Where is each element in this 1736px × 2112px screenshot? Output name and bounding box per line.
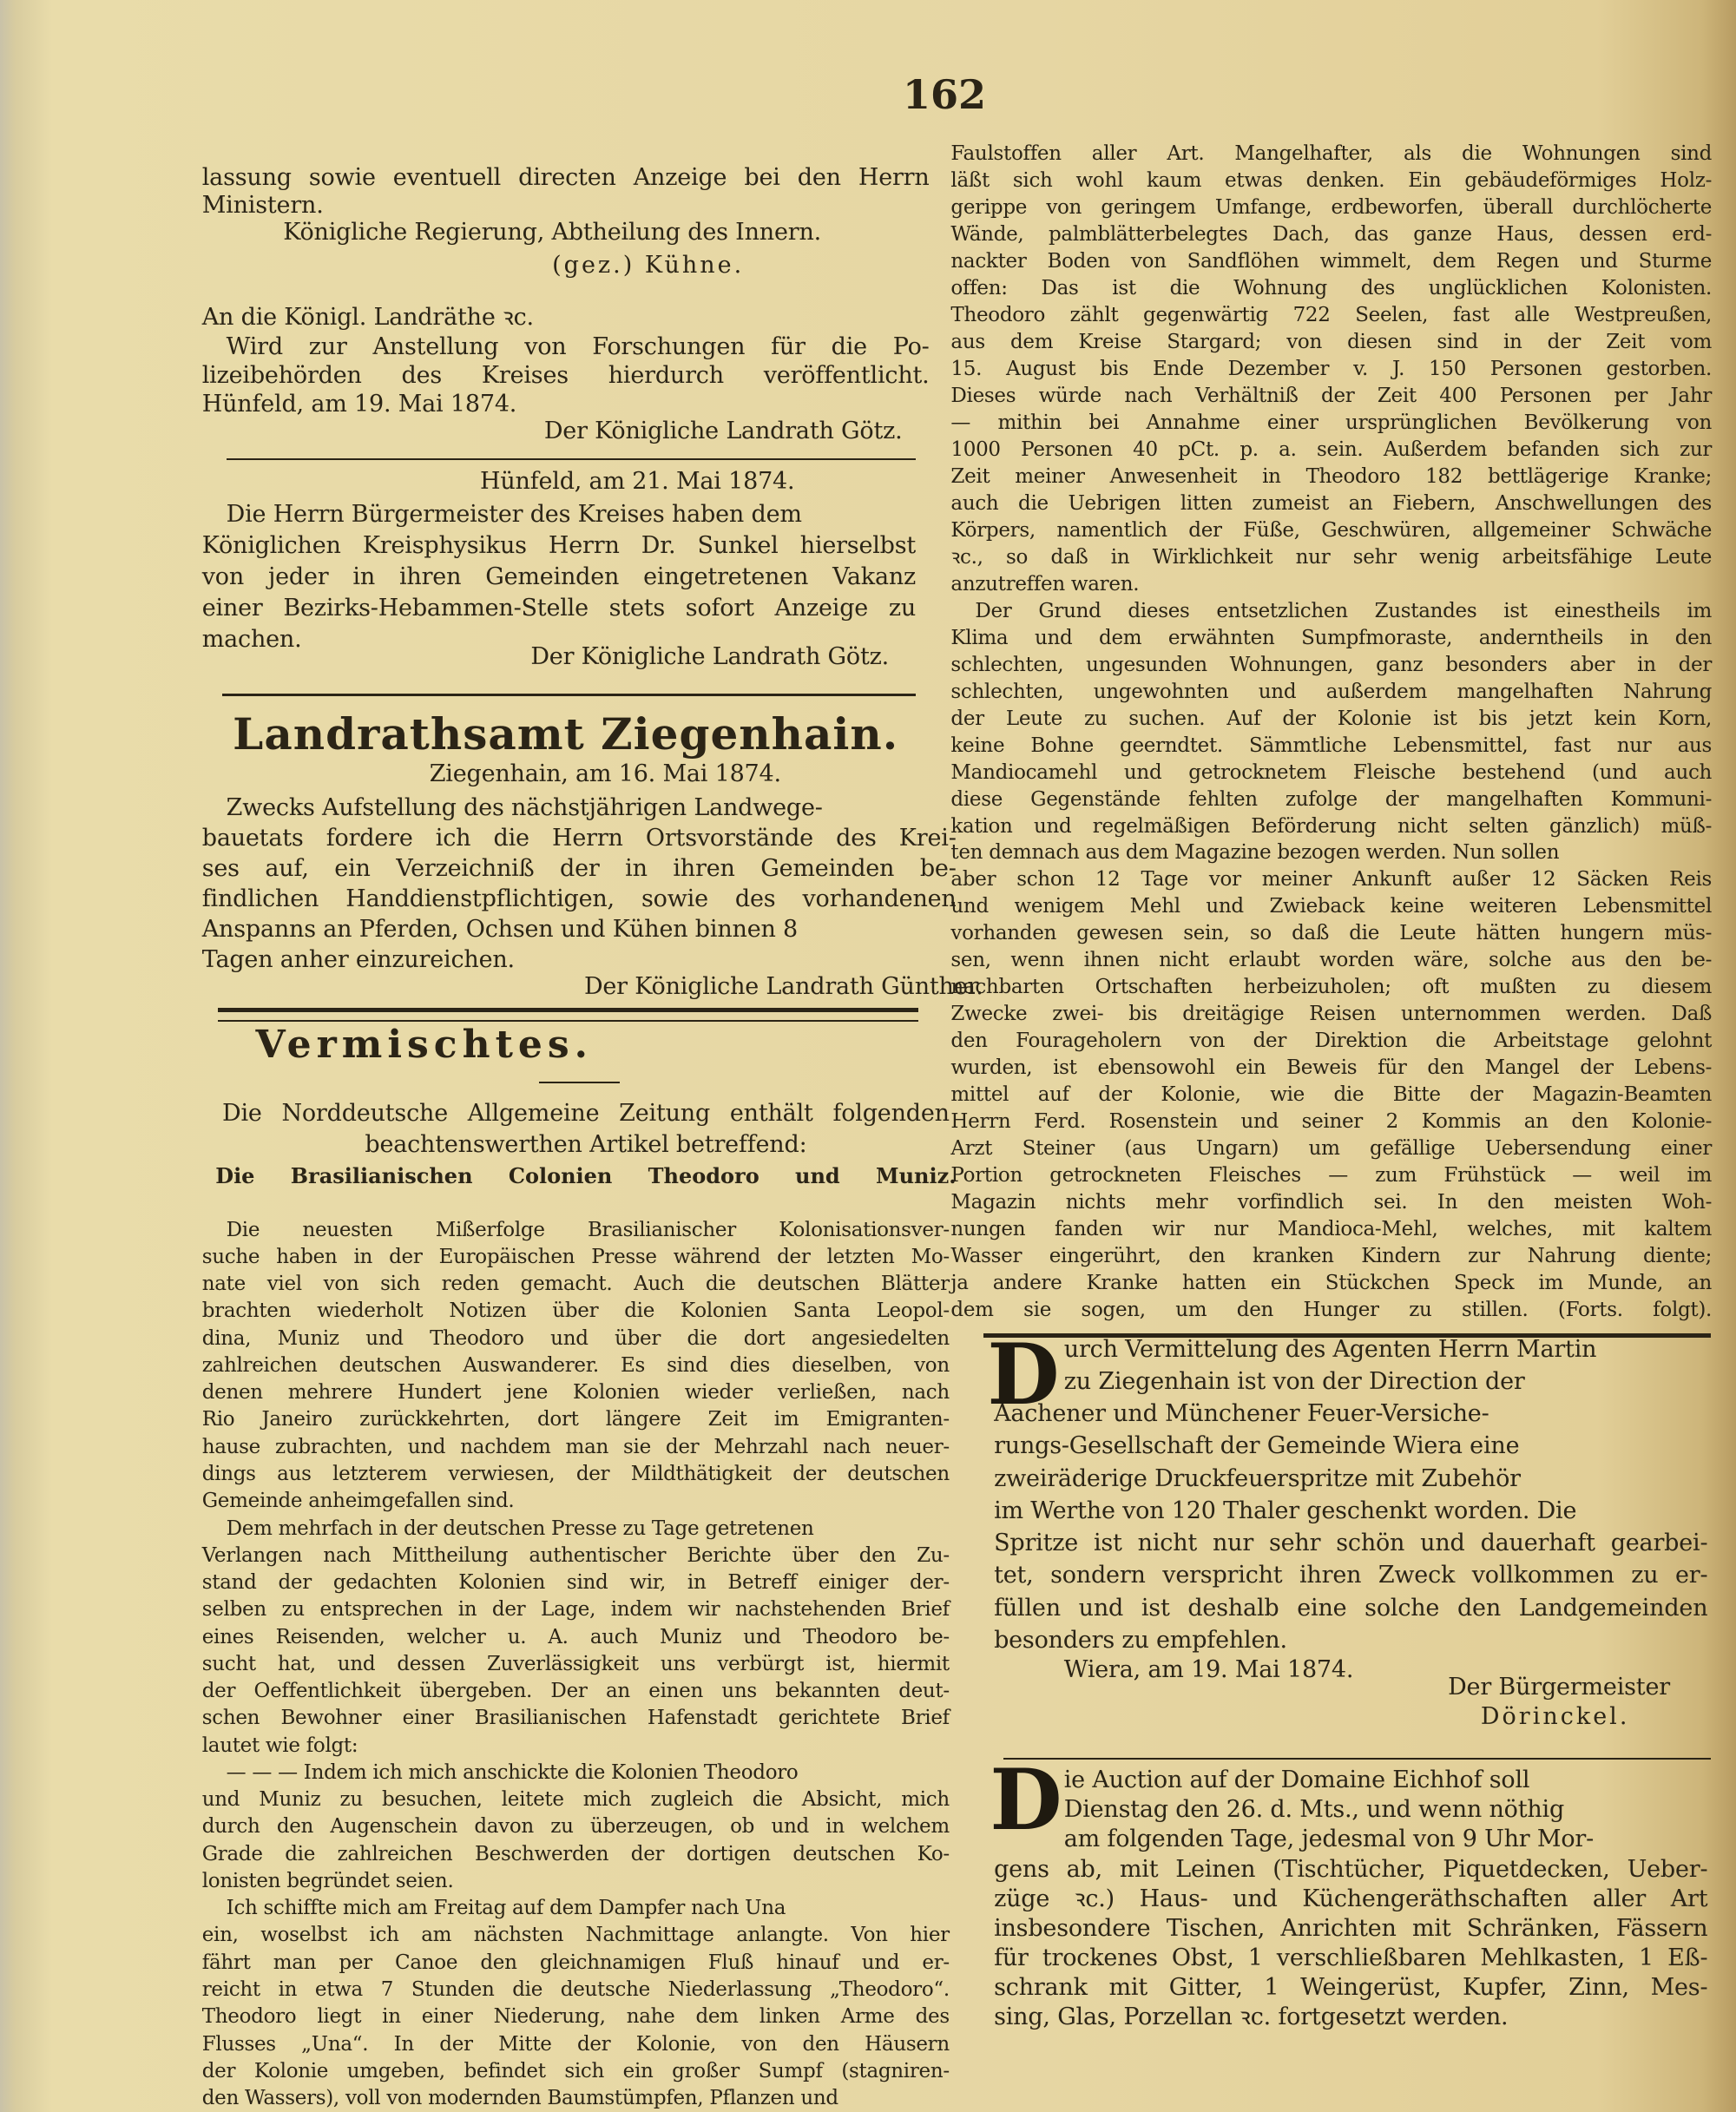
divider-rule	[539, 1082, 620, 1083]
article-line: vorhanden gewesen sein, so daß die Leute hätten hungern müs-	[950, 922, 1713, 945]
article-line: diese Gegenstände fehlten zufolge der mangelhaften Kommuni-	[950, 787, 1713, 811]
ad-line: sing, Glas, Porzellan ꝛc. fortgesetzt werden.	[994, 2003, 1509, 2031]
article-line: der Kolonie umgeben, befindet sich ein großer Sumpf (stagniren-	[201, 2059, 950, 2082]
text-line: findlichen Handdienstpflichtigen, sowie des vorhandenen	[201, 885, 957, 913]
article-line: sen, wenn ihnen nicht erlaubt worden wäre, solche aus den be-	[950, 949, 1713, 972]
article-line: Herrn Ferd. Rosenstein und seiner 2 Kommis an den Kolonie-	[950, 1110, 1713, 1134]
ad-line: gens ab, mit Leinen (Tischtücher, Piquetdecken, Ueber-	[994, 1855, 1708, 1883]
article-line: fährt man per Canoe den gleichnamigen Fluß hinauf und er-	[201, 1951, 950, 1974]
article-line: schlechten, ungewohnten und außerdem mangelhaften Nahrung	[950, 680, 1713, 703]
ad-line: züge ꝛc.) Haus- und Küchengeräthschaften aller Art	[994, 1885, 1708, 1912]
article-line: auch die Uebrigen litten zumeist an Fiebern, Anschwellungen des	[950, 491, 1713, 515]
ad-line: Dienstag den 26. d. Mts., und wenn nöthig	[1063, 1796, 1565, 1824]
text-line: Anspanns an Pferden, Ochsen und Kühen binnen 8	[201, 916, 799, 944]
article-line: Theodoro liegt in einer Niederung, nahe dem linken Arme des	[201, 2005, 950, 2029]
ad-line: schrank mit Gitter, 1 Weingerüst, Kupfer, Zinn, Mes-	[994, 1974, 1708, 2002]
article-line: stand der gedachten Kolonien sind wir, in Betreff einiger der-	[201, 1571, 950, 1595]
article-title: Die Brasilianischen Colonien Theodoro und Muniz.	[215, 1162, 957, 1188]
article-line: schen Bewohner einer Brasilianischen Hafenstadt gerichtete Brief	[201, 1707, 950, 1730]
article-line: Dieses würde nach Verhältniß der Zeit 400 Personen per Jahr	[950, 384, 1713, 407]
section-heading: Landrathsamt Ziegenhain.	[233, 707, 899, 760]
article-line: Flusses „Una“. In der Mitte der Kolonie, von den Häusern	[201, 2032, 950, 2056]
article-line: Der Grund dieses entsetzlichen Zustandes ist einestheils im	[975, 599, 1713, 622]
text-line: Die Herrn Bürgermeister des Kreises haben dem	[226, 500, 802, 528]
signature-line: Der Königliche Landrath Günther.	[583, 973, 983, 1001]
text-line: Wird zur Anstellung von Forschungen für die Po-	[226, 332, 930, 360]
article-line: — — — Indem ich mich anschickte die Kolonien Theodoro	[226, 1760, 799, 1784]
article-line: Wasser eingerührt, den kranken Kindern zur Nahrung diente;	[950, 1245, 1713, 1268]
article-line: Mandiocamehl und getrocknetem Fleische bestehend (und auch	[950, 760, 1713, 784]
signature-name: (gez.) Kühne.	[552, 251, 745, 279]
article-line: den Fourageholern von der Direktion die Arbeitstage gelohnt	[950, 1030, 1713, 1053]
text-line: ses auf, ein Verzeichniß der in ihren Gemeinden be-	[201, 855, 957, 883]
date-line: Hünfeld, am 21. Mai 1874.	[479, 468, 795, 496]
article-line: ꝛc., so daß in Wirklichkeit nur sehr wenig arbeitsfähige Leute	[950, 545, 1713, 569]
article-line: Faulstoffen aller Art. Mangelhafter, als die Wohnungen sind	[950, 141, 1713, 165]
ad-line: Spritze ist nicht nur sehr schön und dauerhaft gearbei-	[994, 1530, 1708, 1557]
ad-line: zu Ziegenhain ist von der Direction der	[1063, 1367, 1525, 1395]
ad-line: im Werthe von 120 Thaler geschenkt worden. Die	[994, 1497, 1577, 1524]
article-line: zahlreichen deutschen Auswanderer. Es sind dies dieselben, von	[201, 1353, 950, 1377]
text-line: Hünfeld, am 19. Mai 1874.	[201, 391, 517, 418]
article-line: nackter Boden von Sandflöhen wimmelt, dem Regen und Sturme	[950, 249, 1713, 273]
article-line: ten demnach aus dem Magazine bezogen werden. Nun sollen	[950, 841, 1560, 865]
article-line: Theodoro zählt gegenwärtig 722 Seelen, fast alle Westpreußen,	[950, 303, 1713, 326]
article-line: Grade die zahlreichen Beschwerden der dortigen deutschen Ko-	[201, 1842, 950, 1865]
article-line: ja andere Kranke hatten ein Stückchen Speck im Munde, an	[950, 1272, 1713, 1295]
date-line: Wiera, am 19. Mai 1874.	[1063, 1655, 1354, 1683]
article-line: gerippe von geringem Umfange, erdbeworfen, überall durchlöcherte	[950, 195, 1713, 219]
text-line: Zwecks Aufstellung des nächstjährigen Landwege-	[226, 793, 823, 821]
ad-line: für trockenes Obst, 1 verschließbaren Mehlkasten, 1 Eß-	[994, 1944, 1708, 1971]
ad-line: besonders zu empfehlen.	[994, 1626, 1287, 1654]
date-line: Ziegenhain, am 16. Mai 1874.	[429, 760, 781, 788]
article-line: kation und regelmäßigen Beförderung nicht selten gänzlich) müß-	[950, 814, 1713, 838]
ad-line: ie Auction auf der Domaine Eichhof soll	[1063, 1767, 1530, 1794]
ad-line: füllen und ist deshalb eine solche den Landgemeinden	[994, 1594, 1708, 1622]
text-line: Ministern.	[201, 192, 324, 220]
page-number: 162	[903, 71, 987, 118]
article-line: nachbarten Ortschaften herbeizuholen; oft mußten zu diesem	[950, 976, 1713, 999]
article-line: Arzt Steiner (aus Ungarn) um gefällige Uebersendung einer	[950, 1137, 1713, 1161]
divider-rule	[227, 458, 916, 460]
text-line: Königlichen Kreisphysikus Herrn Dr. Sunkel hierselbst	[201, 531, 917, 559]
article-line: keine Bohne geerndtet. Sämmtliche Lebensmittel, fast nur aus	[950, 734, 1713, 757]
article-line: aber schon 12 Tage vor meiner Ankunft außer 12 Säcken Reis	[950, 868, 1713, 892]
ad-line: urch Vermittelung des Agenten Herrn Martin	[1063, 1335, 1597, 1363]
article-line: Magazin nichts mehr vorfindlich sei. In den meisten Woh-	[950, 1191, 1713, 1214]
signature-line: Der Königliche Landrath Götz.	[530, 643, 890, 671]
article-line: dem sie sogen, um den Hunger zu stillen. (Forts. folgt).	[950, 1299, 1713, 1322]
article-line: Klima und dem erwähnten Sumpfmoraste, anderntheils in den	[950, 626, 1713, 649]
article-intro: beachtenswerthen Artikel betreffend:	[365, 1130, 807, 1158]
article-line: sucht hat, und dessen Zuverlässigkeit uns verbürgt ist, hiermit	[201, 1652, 950, 1675]
article-line: lautet wie folgt:	[201, 1734, 358, 1757]
article-line: Zeit meiner Anwesenheit in Theodoro 182 bettlägerige Kranke;	[950, 464, 1713, 488]
section-heading: Vermischtes.	[255, 1023, 593, 1068]
article-line: der Leute zu suchen. Auf der Kolonie ist bis jetzt kein Korn,	[950, 707, 1713, 730]
article-line: 15. August bis Ende Dezember v. J. 150 Personen gestorben.	[950, 357, 1713, 380]
text-line: von jeder in ihren Gemeinden eingetretenen Vakanz	[201, 563, 917, 590]
article-line: und wenigem Mehl und Zwieback keine weiteren Lebensmittel	[950, 895, 1713, 918]
article-line: mittel auf der Kolonie, wie die Bitte der Magazin-Beamten	[950, 1083, 1713, 1107]
article-line: schlechten, ungesunden Wohnungen, ganz besonders aber in der	[950, 653, 1713, 676]
article-line: lonisten begründet seien.	[201, 1869, 454, 1892]
ad-line: zweiräderige Druckfeuerspritze mit Zubehör	[994, 1464, 1521, 1492]
divider-rule	[1003, 1758, 1711, 1760]
signer-name: Dörinckel.	[1480, 1703, 1630, 1731]
text-line: An die Königl. Landräthe ꝛc.	[201, 304, 534, 332]
article-line: Verlangen nach Mittheilung authentischer Berichte über den Zu-	[201, 1543, 950, 1567]
article-line: aus dem Kreise Stargard; von diesen sind in der Zeit vom	[950, 330, 1713, 353]
article-line: Portion getrockneten Fleisches — zum Frühstück — weil im	[950, 1164, 1713, 1188]
article-line: reicht in etwa 7 Stunden die deutsche Niederlassung „Theodoro“.	[201, 1978, 950, 2001]
article-line: wurden, ist ebensowohl ein Beweis für den Mangel der Lebens-	[950, 1056, 1713, 1080]
text-line: Tagen anher einzureichen.	[201, 946, 515, 974]
article-line: eines Reisenden, welcher u. A. auch Muniz und Theodoro be-	[201, 1625, 950, 1648]
text-line: bauetats fordere ich die Herrn Ortsvorstände des Krei-	[201, 825, 957, 852]
article-intro: Die Norddeutsche Allgemeine Zeitung enthält folgenden	[222, 1100, 950, 1128]
text-line: lizeibehörden des Kreises hierdurch veröffentlicht.	[201, 361, 930, 389]
signature-line: Der Königliche Landrath Götz.	[543, 417, 903, 444]
article-line: denen mehrere Hundert jene Kolonien wieder verließen, nach	[201, 1381, 950, 1405]
ad-line: insbesondere Tischen, Anrichten mit Schränken, Fässern	[994, 1914, 1708, 1942]
ad-line: Aachener und Münchener Feuer-Versiche-	[994, 1400, 1489, 1428]
divider-rule	[218, 1008, 918, 1012]
ad-line: am folgenden Tage, jedesmal von 9 Uhr Mor-	[1063, 1826, 1595, 1853]
article-line: und Muniz zu besuchen, leitete mich zugleich die Absicht, mich	[201, 1788, 950, 1812]
article-line: Körpers, namentlich der Füße, Geschwüren, allgemeiner Schwäche	[950, 518, 1713, 542]
article-line: Dem mehrfach in der deutschen Presse zu Tage getretenen	[226, 1517, 814, 1540]
article-line: Rio Janeiro zurückkehrten, dort längere Zeit im Emigranten-	[201, 1408, 950, 1431]
article-line: Die neuesten Mißerfolge Brasilianischer Kolonisationsver-	[226, 1218, 950, 1241]
article-line: Zwecke zwei- bis dreitägige Reisen unternommen werden. Daß	[950, 1003, 1713, 1026]
ad-line: rungs-Gesellschaft der Gemeinde Wiera eine	[994, 1432, 1520, 1460]
article-line: hause zubrachten, und nachdem man sie der Mehrzahl nach neuer-	[201, 1435, 950, 1458]
text-line: einer Bezirks-Hebammen-Stelle stets sofort Anzeige zu	[201, 594, 917, 622]
article-line: anzutreffen waren.	[950, 572, 1140, 595]
signature-authority: Königliche Regierung, Abtheilung des Innern.	[283, 219, 822, 247]
article-line: ein, woselbst ich am nächsten Nachmittage anlangte. Von hier	[201, 1924, 950, 1947]
signer-title: Der Bürgermeister	[1448, 1674, 1670, 1701]
article-line: suche haben in der Europäischen Presse während der letzten Mo-	[201, 1245, 950, 1268]
article-line: Wände, palmblätterbelegtes Dach, das ganze Haus, dessen erd-	[950, 222, 1713, 246]
article-line: läßt sich wohl kaum etwas denken. Ein gebäudeförmiges Holz-	[950, 168, 1713, 192]
article-line: dings aus letzterem verwiesen, der Mildthätigkeit der deutschen	[201, 1462, 950, 1485]
text-line: machen.	[201, 625, 302, 653]
article-line: — mithin bei Annahme einer ursprünglichen Bevölkerung von	[950, 411, 1713, 434]
article-line: selben zu entsprechen in der Lage, indem wir nachstehenden Brief	[201, 1598, 950, 1622]
text-line: lassung sowie eventuell directen Anzeige bei den Herrn	[201, 163, 930, 191]
article-line: Ich schiffte mich am Freitag auf dem Dampfer nach Una	[226, 1897, 786, 1920]
drop-cap: D	[990, 1751, 1062, 1850]
article-line: der Oeffentlichkeit übergeben. Der an einen uns bekannten deut-	[201, 1680, 950, 1703]
drop-cap: D	[987, 1326, 1060, 1424]
article-line: durch den Augenschein davon zu überzeugen, ob und in welchem	[201, 1815, 950, 1839]
article-line: offen: Das ist die Wohnung des unglücklichen Kolonisten.	[950, 276, 1713, 299]
divider-rule	[222, 694, 916, 696]
article-line: dina, Muniz und Theodoro und über die dort angesiedelten	[201, 1326, 950, 1350]
article-line: den Wassers), voll von modernden Baumstümpfen, Pflanzen und	[201, 2087, 838, 2110]
article-line: 1000 Personen 40 pCt. p. a. sein. Außerdem befanden sich zur	[950, 438, 1713, 461]
ad-line: tet, sondern verspricht ihren Zweck vollkommen zu er-	[994, 1562, 1708, 1589]
article-line: brachten wiederholt Notizen über die Kolonien Santa Leopol-	[201, 1299, 950, 1323]
article-line: nate viel von sich reden gemacht. Auch die deutschen Blätter	[201, 1273, 950, 1296]
article-line: nungen fanden wir nur Mandioca-Mehl, welches, mit kaltem	[950, 1218, 1713, 1241]
article-line: Gemeinde anheimgefallen sind.	[201, 1490, 515, 1513]
